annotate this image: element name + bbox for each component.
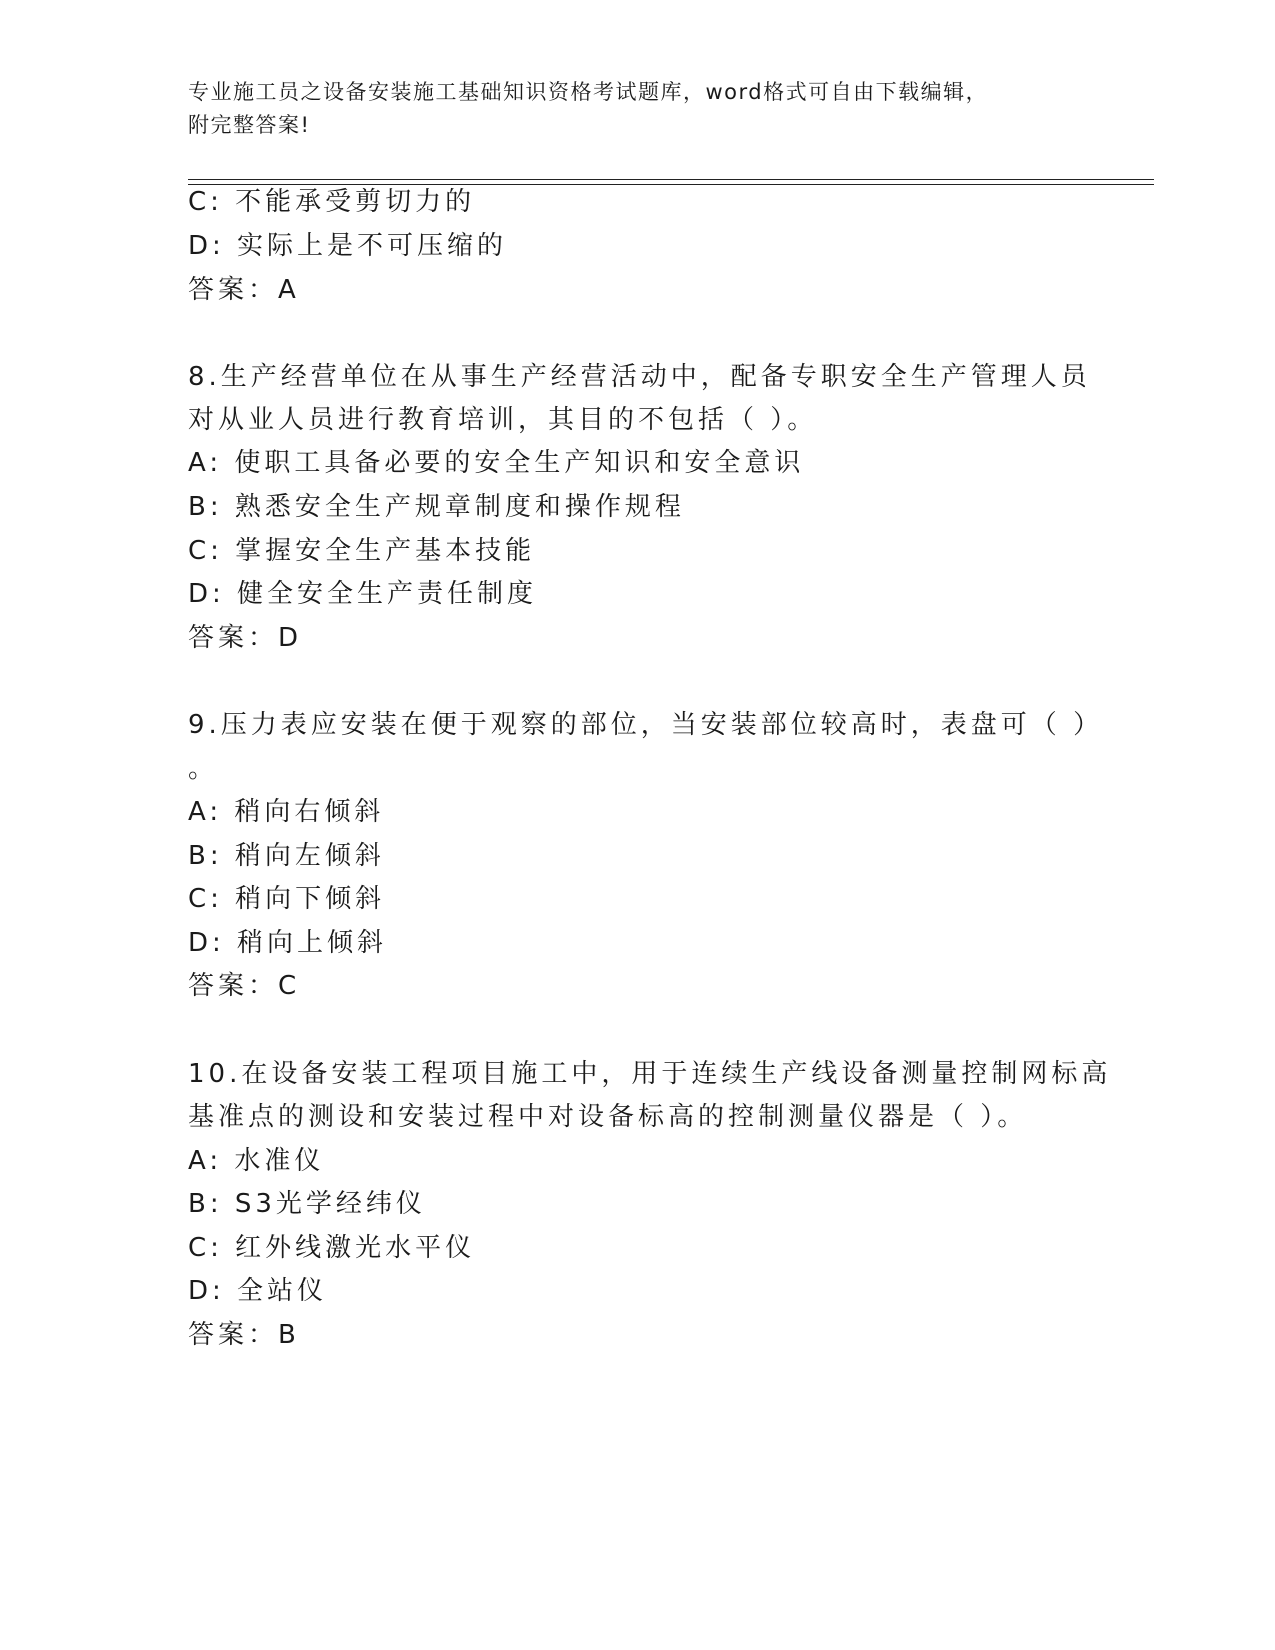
question-8-stem-line-2: 对从业人员进行教育培训，其目的不包括（ ）。 <box>188 405 818 435</box>
header-title-line-2: 附完整答案! <box>188 113 311 137</box>
question-9-answer: 答案：C <box>188 971 301 1001</box>
question-8-option-d: D: 健全安全生产责任制度 <box>188 579 538 609</box>
question-10-stem-line-2: 基准点的测设和安装过程中对设备标高的控制测量仪器是（ ）。 <box>188 1102 1028 1132</box>
question-10-option-c: C: 红外线激光水平仪 <box>188 1233 476 1263</box>
question-9-option-c: C: 稍向下倾斜 <box>188 884 386 914</box>
document-header <box>188 76 1068 142</box>
question-8-stem-line-1: 8.生产经营单位在从事生产经营活动中，配备专职安全生产管理人员 <box>188 362 1091 392</box>
question-10-stem-line-1: 10.在设备安装工程项目施工中，用于连续生产线设备测量控制网标高 <box>188 1059 1112 1089</box>
question-9-option-b: B: 稍向左倾斜 <box>188 841 385 871</box>
question-8-option-c: C: 掌握安全生产基本技能 <box>188 536 536 566</box>
question-10-answer: 答案：B <box>188 1320 300 1350</box>
question-9-stem-line-1: 9.压力表应安装在便于观察的部位，当安装部位较高时，表盘可（ ） <box>188 710 1104 740</box>
question-9-option-d: D: 稍向上倾斜 <box>188 928 388 958</box>
question-8-option-a: A: 使职工具备必要的安全生产知识和安全意识 <box>188 448 805 478</box>
header-title-line-1: 专业施工员之设备安装施工基础知识资格考试题库，word格式可自由下载编辑， <box>188 80 989 104</box>
question-10-option-a: A: 水准仪 <box>188 1146 325 1176</box>
prev-question-option-c: C: 不能承受剪切力的 <box>188 187 476 217</box>
question-8-answer: 答案：D <box>188 623 303 653</box>
question-9-option-a: A: 稍向右倾斜 <box>188 797 385 827</box>
question-10-option-b: B: S3光学经纬仪 <box>188 1189 426 1219</box>
header-divider-bottom <box>188 184 1154 185</box>
header-divider-top <box>188 179 1154 180</box>
question-9-stem-line-2: 。 <box>188 754 219 784</box>
prev-question-answer: 答案：A <box>188 275 300 305</box>
question-10-option-d: D: 全站仪 <box>188 1276 328 1306</box>
prev-question-option-d: D: 实际上是不可压缩的 <box>188 231 508 261</box>
question-8-option-b: B: 熟悉安全生产规章制度和操作规程 <box>188 492 685 522</box>
